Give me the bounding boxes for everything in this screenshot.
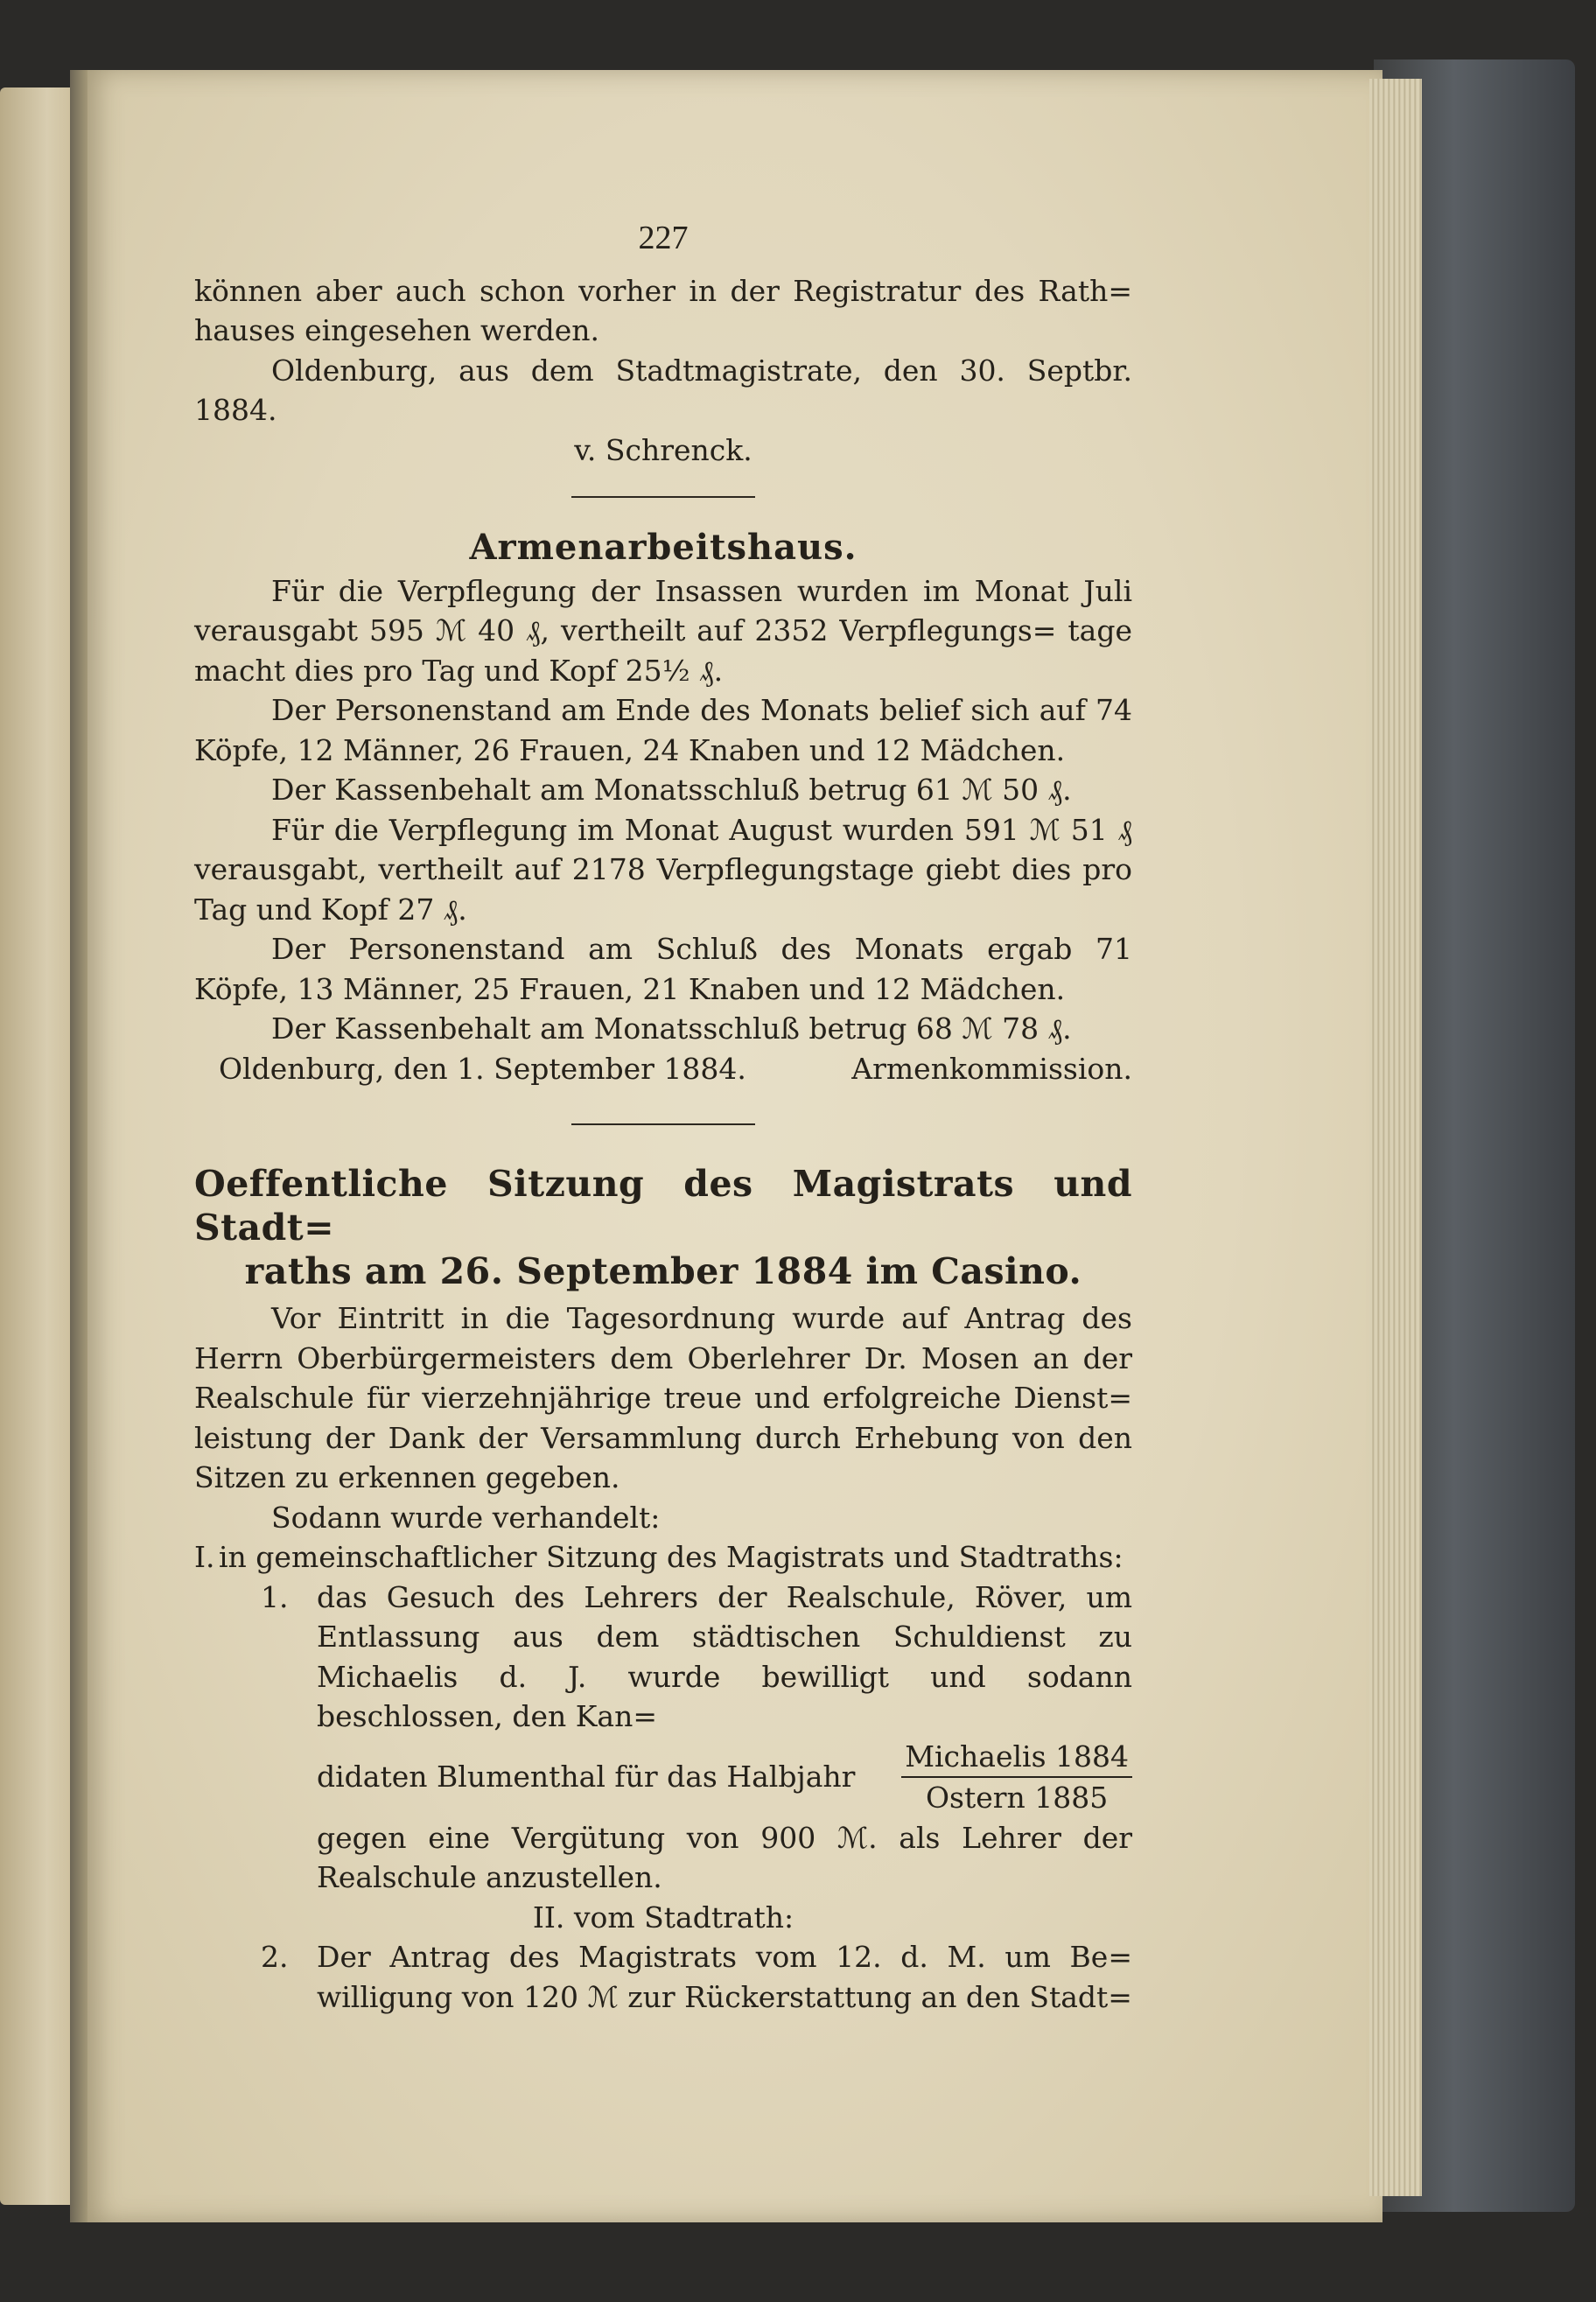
section-armenarbeitshaus [194,528,1132,1088]
part-one [194,1537,1132,1578]
page-stack-edges [1369,79,1422,2196]
paragraph: Vor Eintritt in die Tagesordnung wurde auf Antrag des Herrn Oberbürgermeisters dem Oberlehrer Dr. Mosen an der Realschule für vierzehnjährige treue und erfolgreiche Dienst= leistung der Dank der Versammlung durch Erhebung von den Sitzen zu erkennen gegeben. [194,1301,1132,1494]
page-text [194,219,1132,2017]
list-item [194,1578,1132,1898]
section-divider [571,496,755,498]
section-sitzung [194,1162,1132,2017]
item-text: das Gesuch des Lehrers der Realschule, Röver, um Entlassung aus dem städtischen Schuldienst zu Michaelis d. J. wurde bewilligt und sodann beschlossen, den Kan= [317,1579,1132,1733]
top-line-1: können aber auch schon vorher in der Registratur des Rath= [194,273,1132,308]
left-page-edge [0,87,79,2205]
item-text: Der Antrag des Magistrats vom 12. d. M. um Be= willigung von 120 ℳ zur Rückerstattung an den Stadt= [317,1940,1132,2014]
fraction-lead: didaten Blumenthal für das Halbjahr [317,1760,856,1795]
fraction [901,1737,1132,1818]
fraction-line [317,1737,1132,1818]
paragraph: Der Kassenbehalt am Monatsschluß betrug 68 ℳ 78 ₰. [271,1011,1072,1046]
top-signature: v. Schrenck. [574,432,752,467]
item-number: 2. [261,1940,289,1974]
paragraph: Sodann wurde verhandelt: [271,1500,661,1535]
top-place-date: Oldenburg, aus dem Stadtmagistrate, den 30. Septbr. 1884. [194,353,1132,427]
page-number: 227 [638,220,689,256]
paragraph: Für die Verpflegung der Insassen wurden im Monat Juli verausgabt 595 ℳ 40 ₰, vertheilt auf 2352 Verpflegungs= tage macht dies pro Tag und Kopf 25½ ₰. [194,573,1132,688]
list-item [194,1937,1132,2017]
paragraph: Der Personenstand am Ende des Monats belief sich auf 74 Köpfe, 12 Männer, 26 Frauen, 24 Knaben und 12 Mädchen. [194,693,1132,767]
paragraph: Der Personenstand am Schluß des Monats ergab 71 Köpfe, 13 Männer, 25 Frauen, 21 Knaben und 12 Mädchen. [194,932,1132,1006]
paragraph: Für die Verpflegung im Monat August wurden 591 ℳ 51 ₰ verausgabt, vertheilt auf 2178 Verpflegungstage giebt dies pro Tag und Kopf 27 ₰. [194,812,1132,927]
part-text: in gemeinschaftlicher Sitzung des Magistrats und Stadtraths: [219,1540,1124,1574]
title-line-1: Oeffentliche Sitzung des Magistrats und Stadt= [194,1163,1132,1249]
top-line-2: hauses eingesehen werden. [194,313,599,347]
fraction-numerator: Michaelis 1884 [901,1737,1132,1779]
section-title [194,1162,1132,1293]
item-text-rest: gegen eine Vergütung von 900 ℳ. als Lehrer der Realschule anzustellen. [317,1820,1132,1894]
section-title: Armenarbeitshaus. [469,527,858,568]
part-two-heading: II. vom Stadtrath: [532,1900,794,1935]
part-number: I. [194,1540,215,1574]
top-block [194,271,1132,471]
title-line-2: raths am 26. September 1884 im Casino. [244,1250,1082,1292]
section-divider [571,1123,755,1125]
item-number: 1. [261,1579,289,1614]
place-date: Oldenburg, den 1. September 1884. [219,1051,746,1086]
signature: Armenkommission. [851,1051,1132,1086]
fraction-denominator: Ostern 1885 [925,1781,1109,1815]
paragraph: Der Kassenbehalt am Monatsschluß betrug 61 ℳ 50 ₰. [271,773,1072,807]
signature-row [194,1049,1132,1089]
